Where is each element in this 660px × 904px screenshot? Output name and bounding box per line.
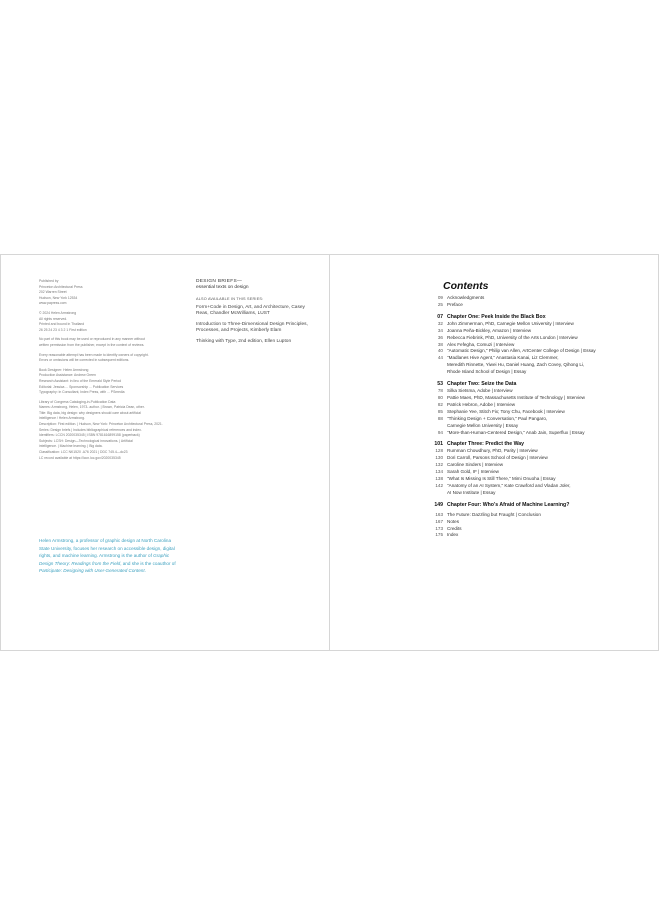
imprint-line: Editorial: Jessica ... Sponsorship ... Publication Services (39, 384, 124, 389)
imprint-line: intelligence / Helen Armstrong. (39, 416, 85, 421)
toc-title: Stephanie Yee, Stitch Fix; Tony Chu, Facebook | Interview (447, 408, 565, 414)
toc-entry (434, 476, 654, 483)
toc-title: Credits (447, 525, 462, 531)
toc-entry (434, 455, 654, 462)
imprint-line: Series: Design briefs | Includes bibliographical references and index. (39, 427, 142, 432)
toc-title: Carnegie Mellon University | Essay (447, 422, 519, 428)
toc-entry (434, 512, 654, 519)
toc-entry (434, 342, 654, 349)
author-bio (39, 537, 179, 575)
imprint-line: 26 25 24 23 4 3 2 1 First edition (39, 327, 87, 332)
toc-entry (434, 321, 654, 328)
imprint-line: Typography: in Consultant, Index Press, with ... PSmedia (39, 390, 125, 395)
toc-page-number: 32 (437, 320, 443, 326)
toc-title: Chapter One: Peek Inside the Black Box (447, 313, 546, 320)
toc-title: "Anatomy of an AI System," Kate Crawford and Vladan Joler, (447, 482, 571, 488)
imprint-line: written permission from the publisher, except in the context of reviews. (39, 342, 145, 347)
toc-entry (434, 526, 654, 533)
imprint-line: LC record available at https://lccn.loc.gov/2020035345 (39, 455, 121, 460)
toc-chapter (434, 501, 654, 509)
toc-page-number: 38 (437, 341, 443, 347)
toc-page-number: 167 (435, 518, 443, 524)
table-of-contents (434, 295, 654, 539)
toc-page-number: 173 (435, 525, 443, 531)
toc-page-number: 88 (437, 415, 443, 421)
toc-page-number: 142 (435, 482, 443, 488)
toc-page-number: 175 (435, 532, 443, 538)
toc-entry (434, 328, 654, 335)
toc-chapter (434, 440, 654, 448)
toc-entry (434, 362, 654, 369)
toc-entry (434, 355, 654, 362)
toc-entry (434, 423, 654, 430)
publisher-block (39, 279, 185, 307)
toc-title: Index (447, 532, 459, 538)
toc-page-number: 138 (435, 476, 443, 482)
toc-title: "What Is Missing Is Still There," Mimi Onuoha | Essay (447, 476, 556, 482)
imprint-line: Every reasonable attempt has been made to identify owners of copyright. (39, 352, 149, 357)
toc-entry (434, 490, 654, 497)
toc-title: Pattie Maes, PhD, Massachusetts Institute of Technology | Interview (447, 394, 585, 400)
toc-title: Meredith Rinnette, Yiwei Hu, Daniel Huang, Zach Covey, Qihong Li, (447, 362, 585, 368)
imprint-line: Book Designer: Helen Armstrong (39, 367, 89, 372)
toc-title: Chapter Two: Seize the Data (447, 381, 517, 388)
toc-entry (434, 448, 654, 455)
toc-page-number: 149 (434, 501, 443, 508)
toc-entry (434, 532, 654, 539)
imprint-line: intelligence. | Machine learning. | Big data. (39, 444, 103, 449)
toc-entry (434, 348, 654, 355)
rights-block (39, 337, 185, 348)
toc-title: Silka Sietsma, Adobe | Interview (447, 388, 513, 394)
toc-title: "Automatic Design," Philip van Allen, ArtCenter College of Design | Essay (447, 348, 596, 354)
toc-entry (434, 416, 654, 423)
bio-text: , and she is the coauthor of (120, 560, 176, 566)
toc-page-number: 163 (435, 511, 443, 517)
imprint-line: Subjects: LCSH: Design—Technological innovations. | Artificial (39, 438, 133, 443)
toc-title: "More-than-Human-Centered Design," Anab Jain, Superflux | Essay (447, 429, 585, 435)
toc-title: Rumman Chowdhury, PhD, Parity | Interview (447, 448, 538, 454)
toc-title: The Future: Dazzling but Fraught | Conclusion (447, 511, 541, 517)
toc-page-number: 36 (437, 334, 443, 340)
toc-entry (434, 409, 654, 416)
toc-entry (434, 302, 654, 309)
toc-page-number: 07 (437, 313, 443, 320)
toc-entry (434, 483, 654, 490)
toc-title: Caroline Sinders | Interview (447, 462, 504, 468)
imprint-line: © 2024 Helen Armstrong (39, 310, 77, 315)
toc-page-number: 25 (437, 301, 443, 307)
toc-entry (434, 295, 654, 302)
imprint-line: Princeton Architectural Press (39, 284, 83, 289)
bio-text: Helen Armstrong, a professor of graphic design at North Carolina State University, focuses her research on accessible design, digital rights, and machine learning. Armstrong is the author of (39, 538, 175, 559)
book-title-italic: Graphic Design Theory: Readings from the Field (39, 553, 170, 566)
toc-page-number: 101 (434, 441, 443, 448)
toc-entry (434, 402, 654, 409)
imprint-line: Names: Armstrong, Helen, 1973- author. | Brown, Patricia Dean, other. (39, 405, 145, 410)
toc-entry (434, 335, 654, 342)
series-title: DESIGN BRIEFS— (196, 279, 243, 284)
imprint-line: All rights reserved. (39, 316, 68, 321)
toc-page-number: 80 (437, 394, 443, 400)
imprint-line: www.papress.com (39, 301, 67, 306)
toc-title: Sarah Gold, IF | Interview (447, 469, 500, 475)
toc-title: Patrick Hebron, Adobe | Interview (447, 401, 516, 407)
imprint-line: No part of this book may be used or reproduced in any manner without (39, 337, 145, 342)
imprint-column (39, 279, 185, 465)
toc-title: Chapter Three: Predict the Way (447, 441, 525, 448)
toc-title: Rhode Island School of Design | Essay (447, 369, 527, 375)
toc-page-number (434, 369, 443, 376)
toc-page-number (434, 490, 443, 497)
toc-entry (434, 469, 654, 476)
toc-entry (434, 519, 654, 526)
toc-page-number: 132 (435, 462, 443, 468)
toc-page-number (434, 362, 443, 369)
staff-block (39, 368, 185, 396)
imprint-line: Description: First edition. | Hudson, New York: Princeton Architectural Press, 2021. (39, 422, 163, 427)
toc-page-number: 85 (437, 408, 443, 414)
toc-title: Notes (447, 518, 460, 524)
toc-title: Alex Fefegha, Comuzi | Interview (447, 341, 515, 347)
toc-title: Preface (447, 301, 463, 307)
imprint-line: Title: Big data, big design: why designers should care about artificial (39, 410, 141, 415)
toc-page-number: 09 (437, 295, 443, 300)
toc-title: "Madlanes Hive Agent," Anastasia Kanai, Liz Clemmer, (447, 355, 559, 361)
toc-title: John Zimmerman, PhD, Carnegie Mellon University | Interview (447, 320, 574, 326)
toc-page-number: 44 (437, 355, 443, 361)
toc-page-number: 78 (437, 388, 443, 394)
toc-title: Acknowledgments (447, 295, 485, 300)
toc-title: Chapter Four: Who's Afraid of Machine Learning? (447, 501, 570, 508)
toc-entry (434, 430, 654, 437)
cip-block (39, 400, 185, 462)
toc-page-number: 134 (435, 469, 443, 475)
bio-text: . (144, 568, 146, 574)
toc-page-number: 94 (437, 429, 443, 435)
copyright-page (1, 255, 330, 650)
toc-chapter (434, 313, 654, 321)
series-column (196, 279, 316, 349)
toc-page-number: 40 (437, 348, 443, 354)
imprint-line: Identifiers: LCCN 2020035345 | ISBN 9781616899158 (paperback) (39, 433, 140, 438)
series-book-list (196, 305, 316, 345)
toc-page-number: 130 (435, 455, 443, 461)
toc-entry (434, 369, 654, 376)
toc-title: "Thinking Design + Conversation," Paul Pangaro, (447, 415, 548, 421)
toc-entry (434, 395, 654, 402)
toc-entry (434, 388, 654, 395)
imprint-line: Published by (39, 279, 59, 283)
credit-block (39, 353, 185, 364)
series-book: Introduction to Three-Dimensional Design Principles, Processes, and Projects, Kimberly Elam (196, 321, 308, 334)
toc-title: Rebecca Fiebrink, PhD, University of the Arts London | Interview (447, 334, 578, 340)
toc-title: Joanna Peña-Bickley, Amazon | Interview (447, 327, 532, 333)
series-book: Thinking with Type, 2nd edition, Ellen Lupton (196, 338, 292, 344)
toc-page-number: 34 (437, 327, 443, 333)
toc-page-number (434, 423, 443, 430)
series-book: Form+Code in Design, Art, and Architecture, Casey Reas, Chandler McWilliams, LUST (196, 305, 305, 317)
toc-chapter (434, 380, 654, 388)
toc-page-number: 53 (437, 381, 443, 388)
toc-page-number: 128 (435, 448, 443, 454)
imprint-line: Research Assistant: in lieu of the Emerald Style Period (39, 378, 121, 383)
imprint-line: Printed and bound in Thailand (39, 322, 85, 327)
also-available-heading: ALSO AVAILABLE IN THIS SERIES: (196, 297, 264, 301)
book-title-italic: Participate: Designing with User-Generated Content (39, 568, 145, 574)
imprint-line: 202 Warren Street (39, 290, 67, 295)
imprint-line: Production Assistance: Andrew Green (39, 373, 96, 378)
book-spread (0, 254, 659, 651)
copyright-block (39, 311, 185, 333)
toc-page-number: 82 (437, 401, 443, 407)
toc-title: Dori Carroll, Parsons School of Design | Interview (447, 455, 548, 461)
imprint-line: Classification: LCC NK1520 .A76 2021 | DDC 745.4—dc23 (39, 450, 128, 455)
imprint-line: Hudson, New York 12534 (39, 295, 78, 300)
imprint-line: Errors or omissions will be corrected in subsequent editions. (39, 358, 130, 363)
toc-title: AI Now Institute | Essay (447, 489, 496, 495)
imprint-line: Library of Congress Cataloging-in-Publication Data (39, 399, 116, 404)
contents-title: Contents (443, 280, 489, 292)
toc-entry (434, 462, 654, 469)
contents-page (331, 255, 659, 650)
series-subtitle: essential texts on design (196, 285, 249, 290)
